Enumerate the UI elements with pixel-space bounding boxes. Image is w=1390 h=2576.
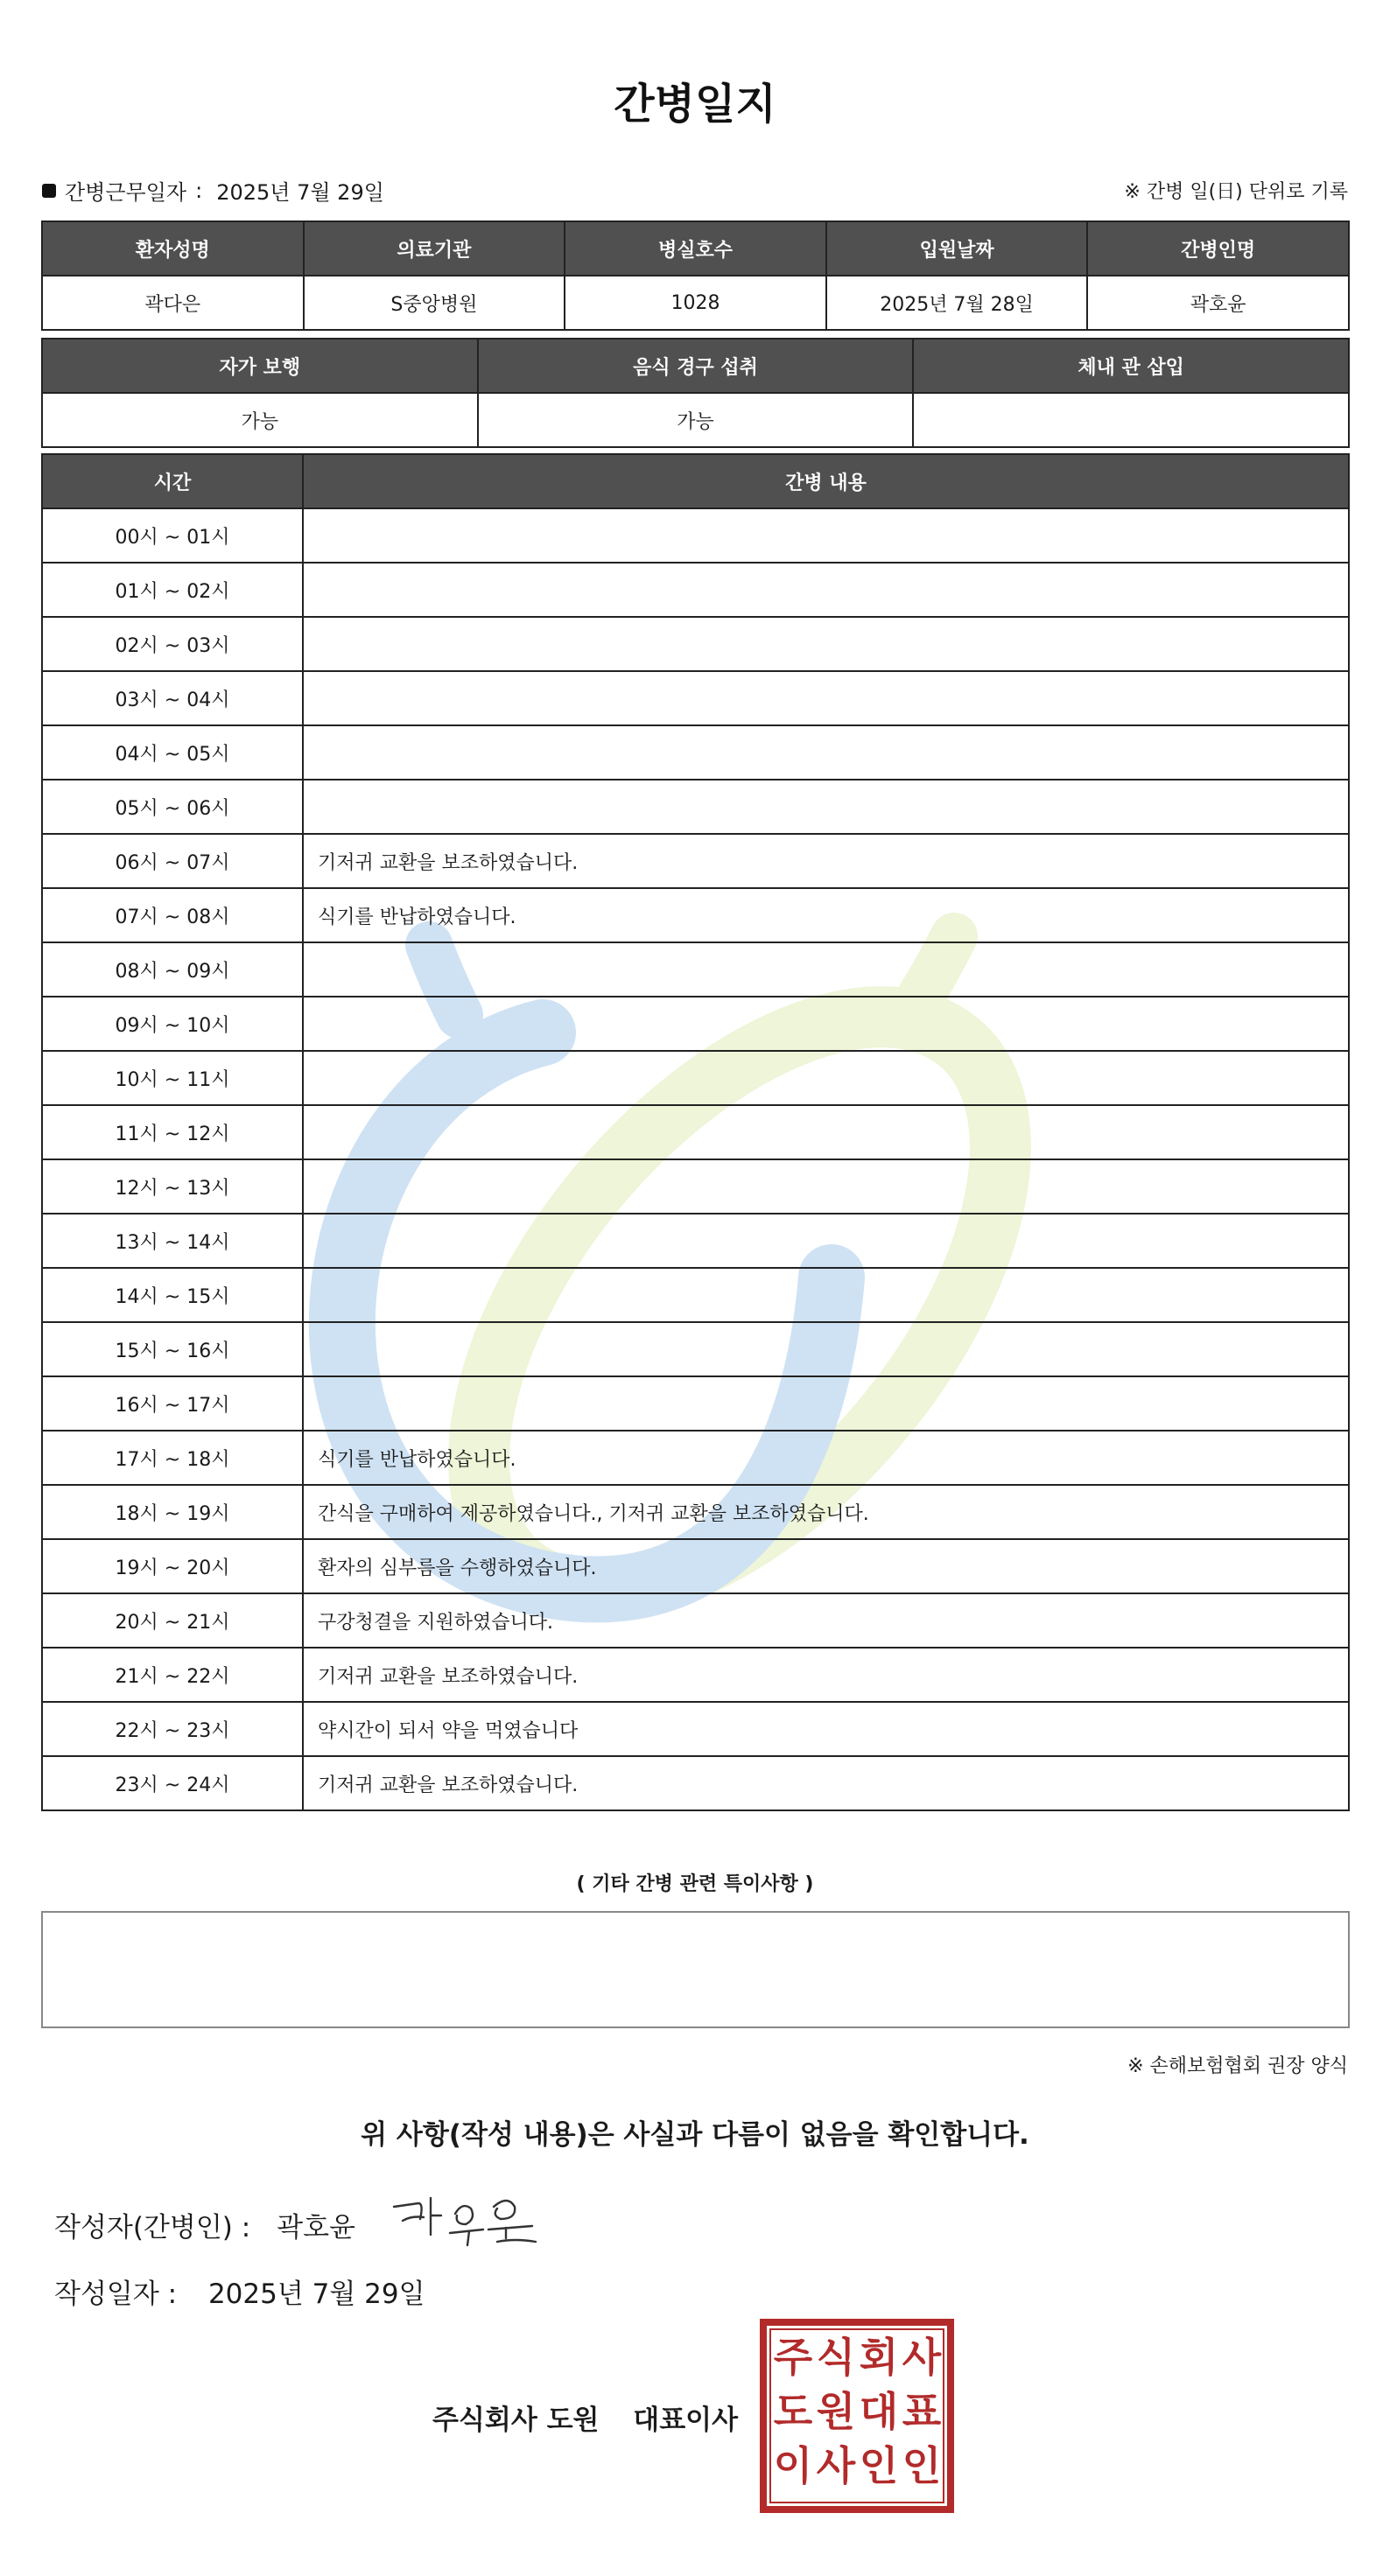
patient-status-value-row [42,393,1349,447]
log-content-cell: 기저귀 교환을 보조하였습니다. [303,1756,1349,1810]
log-time-cell: 20시 ~ 21시 [42,1593,303,1648]
log-time-cell: 00시 ~ 01시 [42,508,303,563]
care-log-row [42,780,1349,834]
duty-date-separator: : [195,178,203,203]
log-time-cell: 13시 ~ 14시 [42,1214,303,1268]
log-content-cell [303,1322,1349,1376]
log-content-cell: 간식을 구매하여 제공하였습니다., 기저귀 교환을 보조하였습니다. [303,1485,1349,1539]
care-log-row [42,617,1349,671]
writer-label: 작성자(간병인) : [54,2212,251,2244]
seal-character: 주 [773,2334,813,2381]
log-time-cell: 15시 ~ 16시 [42,1322,303,1376]
seal-character: 원 [816,2388,856,2435]
writer-name: 곽호윤 [277,2212,356,2244]
seal-character: 이 [773,2442,813,2489]
care-log-row [42,1648,1349,1702]
care-log-row [42,563,1349,617]
duty-date-label: 간병근무일자 [65,180,187,205]
care-log-row [42,1214,1349,1268]
log-content-cell [303,942,1349,997]
log-time-cell: 22시 ~ 23시 [42,1702,303,1756]
log-time-cell: 10시 ~ 11시 [42,1051,303,1105]
header-caregiver-name: 간병인명 [1087,221,1349,276]
patient-status-header-row [42,339,1349,393]
care-log-row [42,1159,1349,1214]
bullet-square-icon [42,184,56,198]
handwritten-signature [385,2180,543,2259]
care-log-row [42,942,1349,997]
seal-character: 인 [859,2442,899,2489]
log-content-cell [303,563,1349,617]
company-seal-stamp [758,2317,956,2515]
log-time-cell: 17시 ~ 18시 [42,1431,303,1485]
care-log-row [42,1322,1349,1376]
care-log-row [42,1539,1349,1593]
seal-character: 사 [902,2334,942,2381]
log-time-cell: 21시 ~ 22시 [42,1648,303,1702]
log-content-cell: 약시간이 되서 약을 먹였습니다 [303,1702,1349,1756]
log-content-cell [303,508,1349,563]
company-line [432,2398,738,2437]
header-self-walking: 자가 보행 [42,339,478,393]
confirmation-statement: 위 사항(작성 내용)은 사실과 다름이 없음을 확인합니다. [361,2119,1029,2151]
tube-insertion-cell [913,393,1349,447]
header-patient-name: 환자성명 [42,221,304,276]
oral-intake-cell: 가능 [478,393,914,447]
duty-date-value: 2025년 7월 29일 [216,180,384,205]
seal-character: 대 [859,2388,899,2435]
room-number-cell: 1028 [565,276,826,330]
log-content-cell: 환자의 심부름을 수행하였습니다. [303,1539,1349,1593]
representative-title: 대표이사 [633,2404,739,2436]
care-log-row [42,1756,1349,1810]
care-log-table [41,453,1350,1811]
hospital-cell: S중앙병원 [304,276,565,330]
company-name: 주식회사 도원 [432,2404,600,2436]
seal-character: 회 [859,2334,899,2381]
patient-status-table [41,338,1350,448]
care-log-row [42,1702,1349,1756]
record-unit-note: ※ 간병 일(日) 단위로 기록 [1124,181,1348,203]
care-log-row [42,1376,1349,1431]
duty-date-line [42,175,384,206]
care-log-row [42,834,1349,888]
log-content-cell [303,1159,1349,1214]
seal-character: 식 [816,2334,856,2381]
care-log-row [42,888,1349,942]
log-time-cell: 16시 ~ 17시 [42,1376,303,1431]
log-time-cell: 11시 ~ 12시 [42,1105,303,1159]
patient-name-cell: 곽다은 [42,276,304,330]
log-content-cell: 구강청결을 지원하였습니다. [303,1593,1349,1648]
log-time-cell: 23시 ~ 24시 [42,1756,303,1810]
special-notes-title: ( 기타 간병 관련 특이사항 ) [576,1873,814,1895]
caregiver-name-cell: 곽호윤 [1087,276,1349,330]
log-content-cell [303,1268,1349,1322]
writer-line [54,2205,355,2244]
log-content-cell [303,671,1349,725]
patient-info-table [41,220,1350,331]
care-log-header-row [42,454,1349,508]
document-title: 간병일지 [614,80,776,129]
written-date-value: 2025년 7월 29일 [207,2278,425,2310]
written-date-label: 작성일자 : [54,2278,178,2310]
log-content-cell [303,1051,1349,1105]
log-time-cell: 14시 ~ 15시 [42,1268,303,1322]
care-log-row [42,725,1349,780]
care-log-row [42,1593,1349,1648]
log-time-cell: 02시 ~ 03시 [42,617,303,671]
care-log-row [42,508,1349,563]
header-tube-insertion: 체내 관 삽입 [913,339,1349,393]
header-room-number: 병실호수 [565,221,826,276]
log-time-cell: 07시 ~ 08시 [42,888,303,942]
care-log-row [42,1051,1349,1105]
seal-character: 사 [816,2442,856,2489]
header-time: 시간 [42,454,303,508]
special-notes-box [41,1911,1350,2028]
log-time-cell: 18시 ~ 19시 [42,1485,303,1539]
log-content-cell [303,1105,1349,1159]
header-admission-date: 입원날짜 [826,221,1088,276]
care-log-row [42,997,1349,1051]
admission-date-cell: 2025년 7월 28일 [826,276,1088,330]
care-log-row [42,1485,1349,1539]
log-time-cell: 19시 ~ 20시 [42,1539,303,1593]
care-log-row [42,1105,1349,1159]
header-hospital: 의료기관 [304,221,565,276]
care-log-row [42,671,1349,725]
written-date-line [54,2272,425,2311]
log-content-cell [303,617,1349,671]
seal-character: 인 [902,2442,942,2489]
care-log-row [42,1431,1349,1485]
log-content-cell [303,780,1349,834]
log-content-cell [303,1214,1349,1268]
log-content-cell: 식기를 반납하였습니다. [303,1431,1349,1485]
log-content-cell [303,725,1349,780]
header-care-content: 간병 내용 [303,454,1349,508]
log-content-cell: 기저귀 교환을 보조하였습니다. [303,834,1349,888]
log-content-cell [303,1376,1349,1431]
log-content-cell: 식기를 반납하였습니다. [303,888,1349,942]
care-log-row [42,1268,1349,1322]
self-walking-cell: 가능 [42,393,478,447]
log-time-cell: 03시 ~ 04시 [42,671,303,725]
log-time-cell: 09시 ~ 10시 [42,997,303,1051]
patient-info-value-row [42,276,1349,330]
patient-info-header-row [42,221,1349,276]
log-content-cell [303,997,1349,1051]
care-log-body [42,508,1349,1810]
seal-character: 표 [902,2388,942,2435]
log-time-cell: 04시 ~ 05시 [42,725,303,780]
log-time-cell: 06시 ~ 07시 [42,834,303,888]
log-content-cell: 기저귀 교환을 보조하였습니다. [303,1648,1349,1702]
log-time-cell: 08시 ~ 09시 [42,942,303,997]
seal-character: 도 [773,2388,813,2435]
log-time-cell: 12시 ~ 13시 [42,1159,303,1214]
log-time-cell: 01시 ~ 02시 [42,563,303,617]
log-time-cell: 05시 ~ 06시 [42,780,303,834]
header-oral-intake: 음식 경구 섭취 [478,339,914,393]
association-note: ※ 손해보험협회 권장 양식 [1127,2055,1348,2077]
